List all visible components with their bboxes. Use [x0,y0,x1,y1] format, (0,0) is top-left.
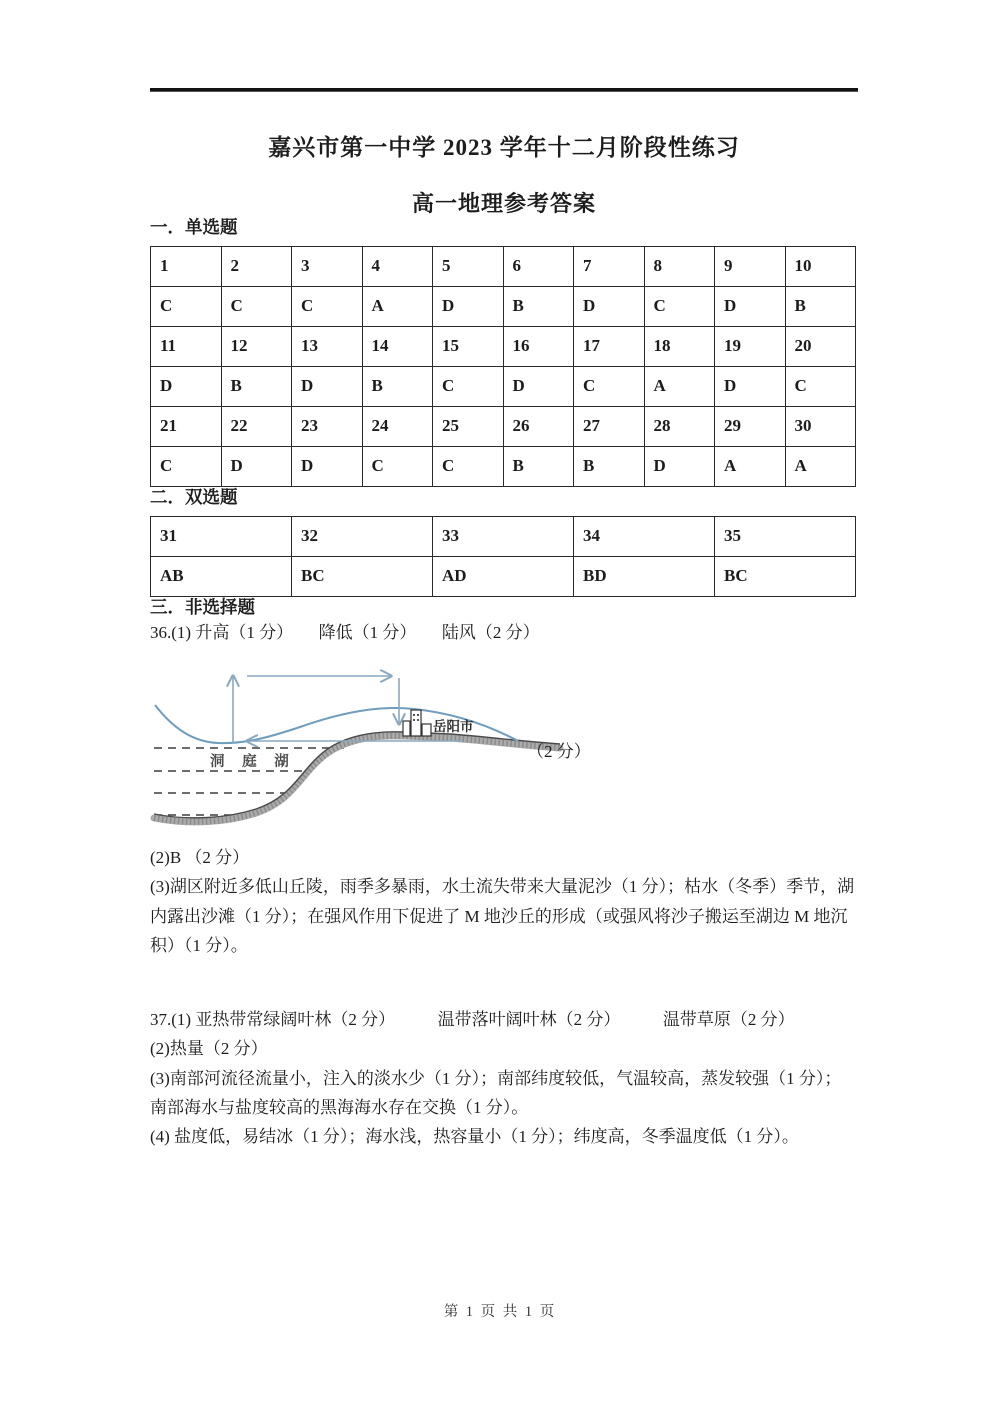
answer-cell: 19 [715,326,786,366]
answer-cell: D [151,366,222,406]
single-choice-answer-table [150,246,856,487]
header-rule [150,88,858,92]
answer-cell: BC [715,556,856,596]
answer-cell: D [221,446,292,486]
answer-cell: 2 [221,246,292,286]
q36-part2-answer: (2)B （2 分） [150,848,250,868]
answer-cell: 14 [362,326,433,366]
answer-cell: BC [292,556,433,596]
answer-cell: 30 [785,406,856,446]
answer-cell: 4 [362,246,433,286]
lake-label: 洞 庭 湖 [210,754,296,771]
answer-cell: 1 [151,246,222,286]
answer-cell: AB [151,556,292,596]
section-heading-single-choice: 一．单选题 [150,216,238,237]
answer-cell: 11 [151,326,222,366]
answer-cell: A [644,366,715,406]
q37-part4-answer: (4) 盐度低，易结冰（1 分）；海水浅，热容量小（1 分）；纬度高，冬季温度低（1 分）。 [150,1127,799,1147]
answer-cell: 23 [292,406,363,446]
answer-cell: 8 [644,246,715,286]
answer-cell: 12 [221,326,292,366]
answer-cell: 24 [362,406,433,446]
answer-cell: AD [433,556,574,596]
city-buildings-icon [403,710,431,736]
answer-table-row [151,516,856,556]
q37-answer-block [150,1005,858,1151]
answer-table-row [151,406,856,446]
answer-cell: 5 [433,246,504,286]
city-label: 岳阳市 [433,719,474,735]
document-subtitle: 高一地理参考答案 [411,190,596,216]
page-number: 第 1 页 共 1 页 [443,1304,557,1320]
answer-table-row [151,446,856,486]
answer-cell: 25 [433,406,504,446]
answer-cell: C [151,286,222,326]
answer-cell: A [362,286,433,326]
lake-breeze-circulation-diagram [150,655,856,843]
answer-cell: 22 [221,406,292,446]
answer-cell: 16 [503,326,574,366]
answer-cell: 29 [715,406,786,446]
answer-cell: 35 [715,516,856,556]
answer-cell: 31 [151,516,292,556]
answer-cell: 15 [433,326,504,366]
double-choice-answer-table [150,516,856,597]
q37-part3-answer: (3)南部河流径流量小，注入的淡水少（1 分）；南部纬度较低，气温较高，蒸发较强（1 分）；南部海水与盐度较高的黑海海水存在交换（1 分）。 [150,1068,842,1117]
answer-cell: D [292,366,363,406]
answer-cell: B [503,446,574,486]
answer-cell: 6 [503,246,574,286]
answer-cell: 13 [292,326,363,366]
answer-cell: 20 [785,326,856,366]
answer-cell: B [574,446,645,486]
terrain-slope [154,732,560,822]
answer-cell: C [433,366,504,406]
answer-table-row [151,556,856,596]
answer-cell: B [785,286,856,326]
answer-cell: D [715,366,786,406]
answer-table-row [151,326,856,366]
answer-table-row [151,286,856,326]
q36-part3-answer: (3)湖区附近多低山丘陵，雨季多暴雨，水土流失带来大量泥沙（1 分）；枯水（冬季）季节，湖内露出沙滩（1 分）；在强风作用下促进了 M 地沙丘的形成（或强风将沙子搬运至湖边 M 地沉积）（1 分）。 [150,877,855,955]
answer-cell: D [503,366,574,406]
answer-cell: 18 [644,326,715,366]
answer-cell: 17 [574,326,645,366]
q37-part2-answer: (2)热量（2 分） [150,1039,268,1059]
answer-cell: C [362,446,433,486]
answer-table-row [151,246,856,286]
answer-cell: 28 [644,406,715,446]
answer-cell: D [715,286,786,326]
diagram-score-label: （2 分） [527,742,591,762]
answer-cell: C [151,446,222,486]
answer-cell: C [644,286,715,326]
answer-cell: 33 [433,516,574,556]
answer-cell: C [433,446,504,486]
answer-table-row [151,366,856,406]
answer-cell: 26 [503,406,574,446]
answer-cell: C [292,286,363,326]
answer-cell: 27 [574,406,645,446]
q36-part1-answer: 36.(1) 升高（1 分） 降低（1 分） 陆风（2 分） [150,622,540,642]
answer-cell: A [715,446,786,486]
answer-cell: A [785,446,856,486]
document-content [150,0,858,1151]
answer-cell: 32 [292,516,433,556]
section-heading-free-response: 三．非选择题 [150,596,255,617]
answer-cell: B [503,286,574,326]
answer-cell: 21 [151,406,222,446]
answer-cell: C [574,366,645,406]
answer-cell: B [362,366,433,406]
answer-cell: 3 [292,246,363,286]
answer-cell: 7 [574,246,645,286]
answer-cell: D [644,446,715,486]
answer-cell: D [292,446,363,486]
q37-part1-answer: 37.(1) 亚热带常绿阔叶林（2 分） 温带落叶阔叶林（2 分） 温带草原（2 分） [150,1010,795,1030]
answer-cell: C [785,366,856,406]
answer-cell: C [221,286,292,326]
answer-cell: D [433,286,504,326]
answer-cell: 34 [574,516,715,556]
answer-cell: BD [574,556,715,596]
document-title: 嘉兴市第一中学 2023 学年十二月阶段性练习 [268,135,740,160]
answer-cell: B [221,366,292,406]
answer-cell: 9 [715,246,786,286]
section-heading-double-choice: 二．双选题 [150,486,238,507]
answer-cell: 10 [785,246,856,286]
answer-cell: D [574,286,645,326]
